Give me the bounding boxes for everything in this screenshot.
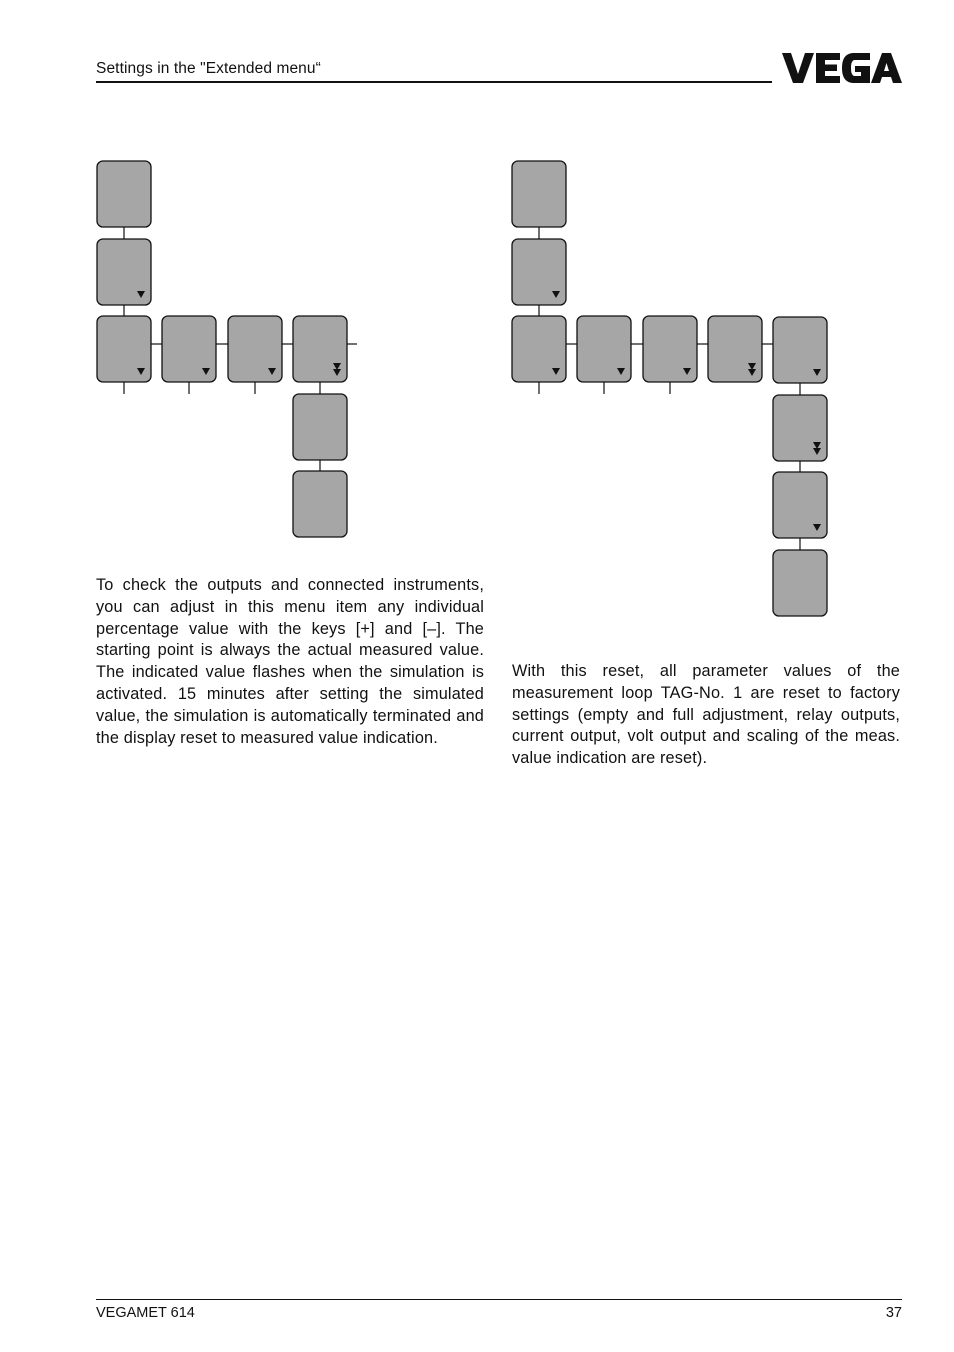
- footer-rule: [96, 1299, 902, 1300]
- reset-description: With this reset, all parameter values of the measurement loop TAG-No. 1 are reset to factory settings (empty and full adjustment, relay outputs, current output, volt output and scaling of the meas. value indication are reset).: [512, 662, 900, 768]
- menu-box: [773, 472, 827, 538]
- menu-box: [512, 239, 566, 305]
- footer-product-name: VEGAMET 614: [96, 1305, 195, 1321]
- menu-box: [162, 316, 216, 382]
- menu-box: [293, 394, 347, 460]
- footer-page-number: 37: [885, 1305, 902, 1321]
- menu-box: [512, 316, 566, 382]
- menu-box: [512, 161, 566, 227]
- menu-box: [97, 161, 151, 227]
- simulation-description: To check the outputs and connected instruments, you can adjust in this menu item any individual percentage value with the keys [+] and [–]. The starting point is always the actual measured value. The indicated value flashes when the simulation is activated. 15 minutes after setting the simulated value, the simulation is automatically terminated and the display reset to measured value indication.: [96, 576, 484, 747]
- menu-box: [97, 316, 151, 382]
- menu-box: [293, 471, 347, 537]
- header-title: Settings in the "Extended menu“: [96, 60, 321, 77]
- menu-box: [97, 239, 151, 305]
- menu-box: [643, 316, 697, 382]
- menu-box: [228, 316, 282, 382]
- menu-diagram-right: [512, 161, 827, 616]
- menu-box: [773, 317, 827, 383]
- menu-diagram-left: [97, 161, 357, 537]
- menu-box: [577, 316, 631, 382]
- menu-diagram-area: [0, 0, 954, 640]
- menu-box: [773, 550, 827, 616]
